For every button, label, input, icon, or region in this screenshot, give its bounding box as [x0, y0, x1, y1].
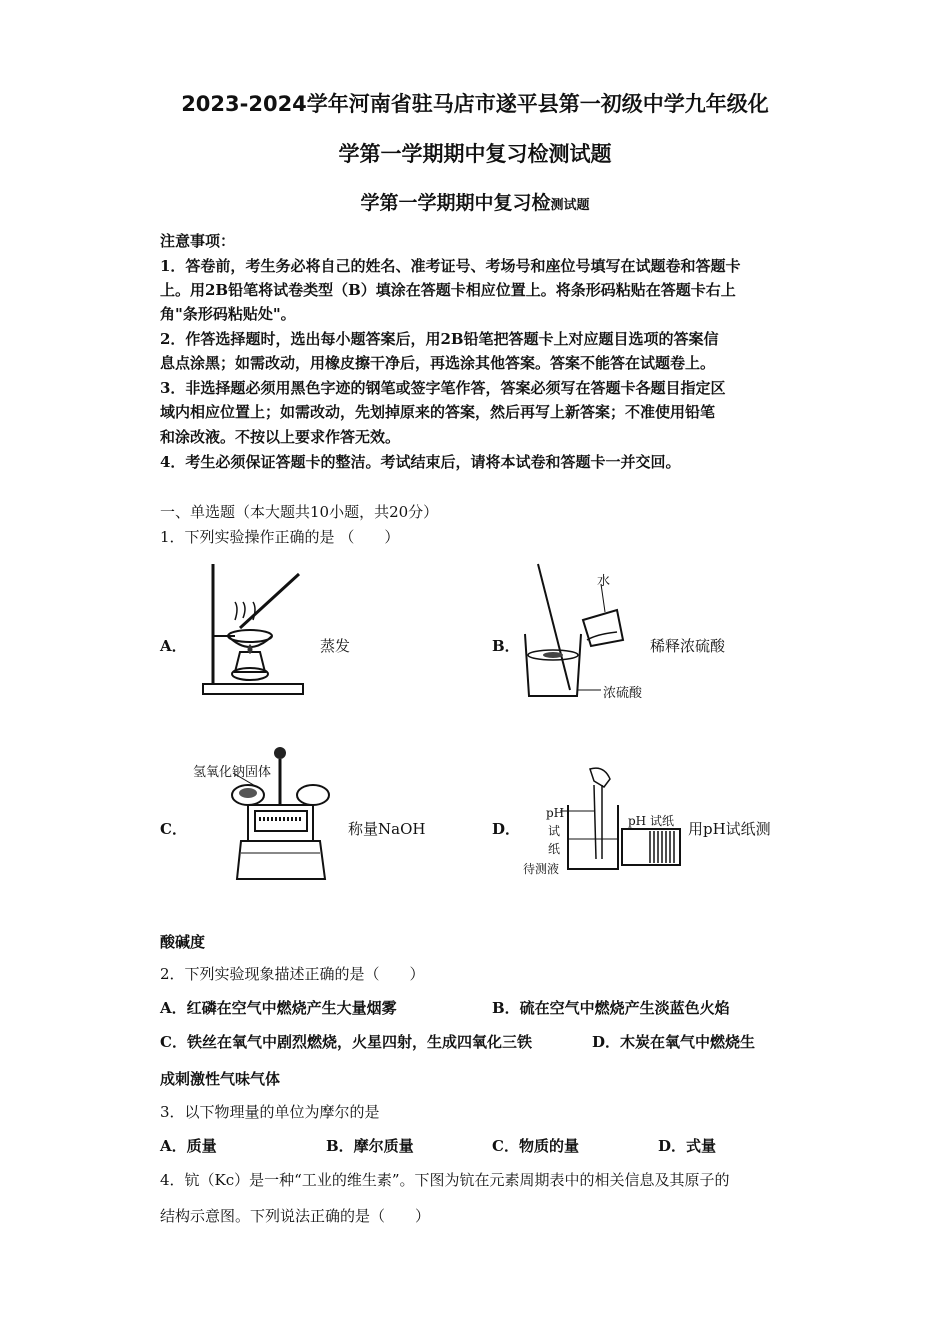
- test-liquid-label: 待测液: [523, 862, 560, 876]
- notes-heading: 注意事项：: [160, 232, 236, 250]
- q4-stem-line2: 结构示意图。下列说法正确的是（ ）: [160, 1207, 431, 1225]
- notes-line: 2．作答选择题时，选出每小题答案后，用2B铅笔把答题卡上对应题目选项的答案信: [160, 330, 719, 348]
- notes-line: 域内相应位置上；如需改动，先划掉原来的答案，然后再写上新答案；不准使用铅笔: [160, 403, 716, 421]
- ph-paper-label-3: 纸: [548, 842, 561, 856]
- ph-paper-label-2: 试: [548, 824, 561, 838]
- ph-paper-label-1: pH: [546, 806, 565, 820]
- q2-option-b: B．硫在空气中燃烧产生淡蓝色火焰: [492, 999, 730, 1017]
- q1-option-b-text: 稀释浓硫酸: [650, 637, 726, 655]
- q1-option-a-letter: A．: [160, 637, 187, 655]
- q1-option-c-letter: C．: [160, 820, 187, 838]
- evaporation-apparatus-figure: [195, 560, 315, 700]
- naoh-label: 氢氧化钠固体: [193, 765, 272, 780]
- notes-line: 4．考生必须保证答题卡的整洁。考试结束后，请将本试卷和答题卡一并交回。: [160, 453, 681, 471]
- q2-option-c: C．铁丝在氧气中剧烈燃烧，火星四射，生成四氧化三铁: [160, 1033, 532, 1051]
- doc-title-line2: 学第一学期期中复习检测试题: [338, 142, 612, 166]
- q1-option-a-text: 蒸发: [320, 637, 351, 655]
- ph-paper-box-label: pH 试纸: [628, 814, 674, 828]
- section-heading: 一、单选题（本大题共10小题，共20分）: [160, 503, 439, 521]
- q4-stem-line1: 4．钪（Kc）是一种“工业的维生素”。下图为钪在元素周期表中的相关信息及其原子的: [160, 1171, 730, 1189]
- notes-line: 上。用2B铅笔将试卷类型（B）填涂在答题卡相应位置上。将条形码粘贴在答题卡右上: [160, 281, 736, 299]
- acid-label: 浓硫酸: [603, 686, 643, 701]
- q1-option-d-continuation: 酸碱度: [160, 933, 206, 951]
- doc-subtitle-main: 学第一学期期中复习检: [360, 192, 551, 214]
- notes-line: 息点涂黑；如需改动，用橡皮擦干净后，再选涂其他答案。答案不能答在试题卷上。: [160, 354, 716, 372]
- q2-option-a: A．红磷在空气中燃烧产生大量烟雾: [160, 999, 397, 1017]
- q3-option-c: C．物质的量: [492, 1137, 579, 1155]
- q1-option-d-letter: D．: [492, 820, 521, 838]
- q1-option-d-text: 用pH试纸测: [688, 820, 771, 838]
- doc-title-line1: 2023-2024学年河南省驻马店市遂平县第一初级中学九年级化: [181, 92, 769, 116]
- q2-option-d: D．木炭在氧气中燃烧生: [592, 1033, 756, 1051]
- notes-line: 角"条形码粘贴处"。: [160, 305, 296, 323]
- q1-option-b-letter: B．: [492, 637, 520, 655]
- q1-option-c-text: 称量NaOH: [348, 820, 426, 838]
- notes-line: 和涂改液。不按以上要求作答无效。: [160, 428, 401, 446]
- q3-option-d: D．式量: [658, 1137, 717, 1155]
- q3-option-b: B．摩尔质量: [326, 1137, 414, 1155]
- notes-line: 3．非选择题必须用黑色字迹的钢笔或签字笔作答，答案必须写在答题卡各题目指定区: [160, 379, 726, 397]
- q1-stem: 1．下列实验操作正确的是 （ ）: [160, 528, 400, 546]
- doc-subtitle: [0, 188, 950, 215]
- q3-option-a: A．质量: [160, 1137, 217, 1155]
- water-label: 水: [597, 574, 611, 589]
- notes-line: 1．答卷前，考生务必将自己的姓名、准考证号、考场号和座位号填写在试题卷和答题卡: [160, 257, 741, 275]
- q2-stem: 2．下列实验现象描述正确的是（ ）: [160, 965, 425, 983]
- doc-subtitle-small: 测试题: [550, 198, 590, 213]
- q3-stem: 3．以下物理量的单位为摩尔的是: [160, 1103, 380, 1121]
- q2-option-d-continuation: 成刺激性气味气体: [160, 1070, 281, 1088]
